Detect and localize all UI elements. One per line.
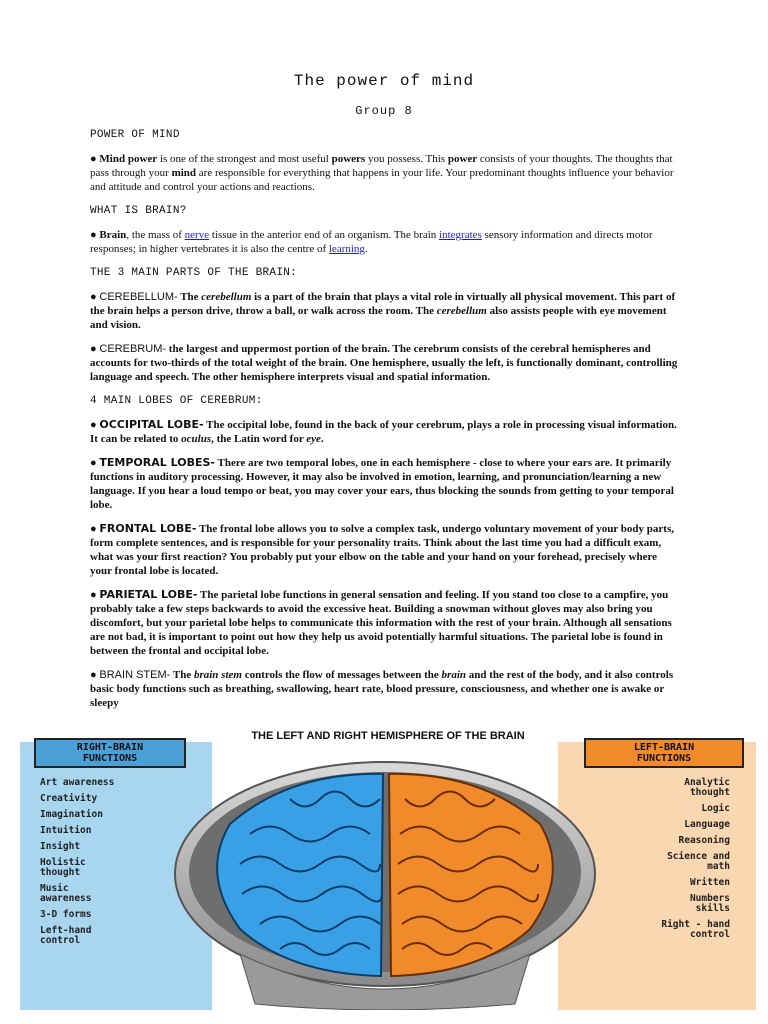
label-brain-stem: BRAIN STEM- <box>99 669 171 681</box>
label-parietal-lobe: PARIETAL LOBE- <box>99 588 198 601</box>
paragraph-temporal <box>90 456 680 512</box>
term-brain: Brain <box>99 229 127 241</box>
term-powers: powers <box>331 153 366 165</box>
bullet: ● <box>90 291 97 303</box>
function-item: Right - hand control <box>661 919 730 940</box>
text: The frontal lobe allows you to solve a complex task, undergo voluntary movement of your body parts, form complete sentences, and is responsible for your personality traits. Think about the last time you had a difficult exam, what was your first reaction? You probably put your elbow on the table and your hand on your forehead, precisely where your frontal lobe is located. <box>90 523 674 577</box>
label-cerebrum: CEREBRUM- <box>99 343 167 355</box>
document-subtitle: Group 8 <box>355 104 413 118</box>
bullet: ● <box>90 669 97 681</box>
document-body <box>90 128 680 720</box>
bullet: ● <box>90 343 97 355</box>
text: . <box>320 433 324 445</box>
term-brain: brain <box>441 669 467 681</box>
link-learning[interactable]: learning <box>328 243 365 255</box>
text: . <box>364 243 368 255</box>
text: are responsible for everything that happens in your life. Your predominant thoughts influence your behavior and attitude and control your actions and reactions. <box>90 167 674 193</box>
text: is one of the strongest and most useful <box>157 153 332 165</box>
section-heading-power-of-mind: POWER OF MIND <box>90 129 180 141</box>
term-brain-stem: brain stem <box>193 669 242 681</box>
paragraph-brain-stem <box>90 668 680 710</box>
document-title: The power of mind <box>293 72 475 90</box>
text: , the Latin word for <box>211 433 307 445</box>
function-item: Reasoning <box>678 835 730 846</box>
link-nerve[interactable]: nerve <box>184 229 210 241</box>
text: also assists people with eye movement and vision. <box>90 305 667 331</box>
section-heading-what-is-brain: WHAT IS BRAIN? <box>90 205 187 217</box>
term-eye: eye <box>306 433 321 445</box>
bullet: ● <box>90 523 97 535</box>
bullet: ● <box>90 419 97 431</box>
heading-line: FUNCTIONS <box>82 753 138 764</box>
function-item: Insight <box>40 841 81 852</box>
term-oculus: oculus <box>181 433 212 445</box>
function-item: Numbers skills <box>689 893 730 914</box>
text: consists of your thoughts. The thoughts that pass through your <box>90 153 673 179</box>
label-temporal-lobes: TEMPORAL LOBES- <box>99 456 215 469</box>
term-cerebellum: cerebellum <box>201 291 252 303</box>
right-brain-functions-list <box>40 778 180 952</box>
section-heading-main-parts: THE 3 MAIN PARTS OF THE BRAIN: <box>90 267 298 279</box>
text: The occipital lobe, found in the back of your cerebrum, plays a role in processing visual information. It can be related to <box>90 419 677 445</box>
paragraph-cerebellum <box>90 290 680 332</box>
function-item: Creativity <box>40 793 98 804</box>
figure-title: THE LEFT AND RIGHT HEMISPHERE OF THE BRAIN <box>251 730 525 742</box>
function-item: Left-hand control <box>40 925 92 946</box>
paragraph-parietal <box>90 588 680 658</box>
bullet: ● <box>90 457 97 469</box>
heading-line: FUNCTIONS <box>636 753 692 764</box>
term-mind-power: Mind power <box>99 153 158 165</box>
paragraph-cerebrum <box>90 342 680 384</box>
section-heading-four-lobes: 4 MAIN LOBES OF CEREBRUM: <box>90 395 263 407</box>
label-frontal-lobe: FRONTAL LOBE- <box>99 522 197 535</box>
function-item: Analytic thought <box>684 777 730 798</box>
brain-hemispheres-figure <box>20 730 756 1010</box>
text: tissue in the anterior end of an organism. The brain <box>209 229 440 241</box>
function-item: Music awareness <box>40 883 92 904</box>
left-brain-heading <box>584 738 744 768</box>
link-integrates[interactable]: integrates <box>439 229 482 241</box>
term-cerebellum: cerebellum <box>436 305 487 317</box>
term-mind: mind <box>171 167 197 179</box>
text: The parietal lobe functions in general sensation and feeling. If you stand too close to a campfire, you probably take a few steps backwards to avoid the excessive heat. Building a snowman without gloves may also bring you discomfort, but your parietal lobe helps to communicate this information with the rest of your brain. Although all sensations are not bad, it is important to point out how they help us avoid potentially harmful situations. The parietal lobe is found in between the frontal and occipital lobe. <box>90 589 672 657</box>
heading-line: LEFT-BRAIN <box>633 742 695 753</box>
paragraph-frontal <box>90 522 680 578</box>
function-item: 3-D forms <box>40 909 92 920</box>
function-item: Logic <box>701 803 730 814</box>
text: sensory information and directs motor responses; in higher vertebrates it is also the centre of <box>90 229 653 255</box>
text: The <box>170 669 194 681</box>
text: There are two temporal lobes, one in each hemisphere - close to where your ears are. It primarily functions in auditory processing. However, it may also be involved in emotion, learning, and pronunciation/learning a new language. If you hear a loud tempo or beat, you may cover your ears, thus blocking the sounds from getting to your temporal lobe. <box>90 457 674 511</box>
heading-line: RIGHT-BRAIN <box>76 742 144 753</box>
text: you possess. This <box>365 153 448 165</box>
function-item: Imagination <box>40 809 103 820</box>
function-item: Written <box>689 877 730 888</box>
term-power: power <box>447 153 478 165</box>
right-brain-heading <box>34 738 186 768</box>
function-item: Language <box>684 819 730 830</box>
paragraph-brain-definition <box>90 228 680 256</box>
function-item: Holistic thought <box>40 857 86 878</box>
text: , the mass of <box>126 229 185 241</box>
text: the largest and uppermost portion of the brain. The cerebrum consists of the cerebral hemispheres and accounts for two-thirds of the total weight of the brain. One hemisphere, usually the left, is functionally dominant, controlling language and speech. The other hemisphere interprets visual and spatial information. <box>90 343 678 383</box>
label-occipital-lobe: OCCIPITAL LOBE- <box>99 418 204 431</box>
function-item: Intuition <box>40 825 92 836</box>
text: is a part of the brain that plays a vital role in virtually all physical movement. This part of the brain helps a person drive, throw a ball, or walk across the room. The <box>90 291 676 317</box>
bullet: ● <box>90 229 97 241</box>
text: controls the flow of messages between the <box>241 669 442 681</box>
brain-illustration <box>170 754 600 1010</box>
text: and the rest of the body, and it also controls basic body functions such as breathing, swallowing, heart rate, blood pressure, consciousness, and whether one is awake or sleepy <box>90 669 674 709</box>
function-item: Art awareness <box>40 777 115 788</box>
text: The <box>177 291 202 303</box>
bullet: ● <box>90 589 97 601</box>
label-cerebellum: CEREBELLUM- <box>99 291 178 303</box>
function-item: Science and math <box>667 851 730 872</box>
bullet: ● <box>90 153 97 165</box>
left-brain-functions-list <box>600 778 730 946</box>
paragraph-occipital <box>90 418 680 446</box>
paragraph-mind-power <box>90 152 680 194</box>
